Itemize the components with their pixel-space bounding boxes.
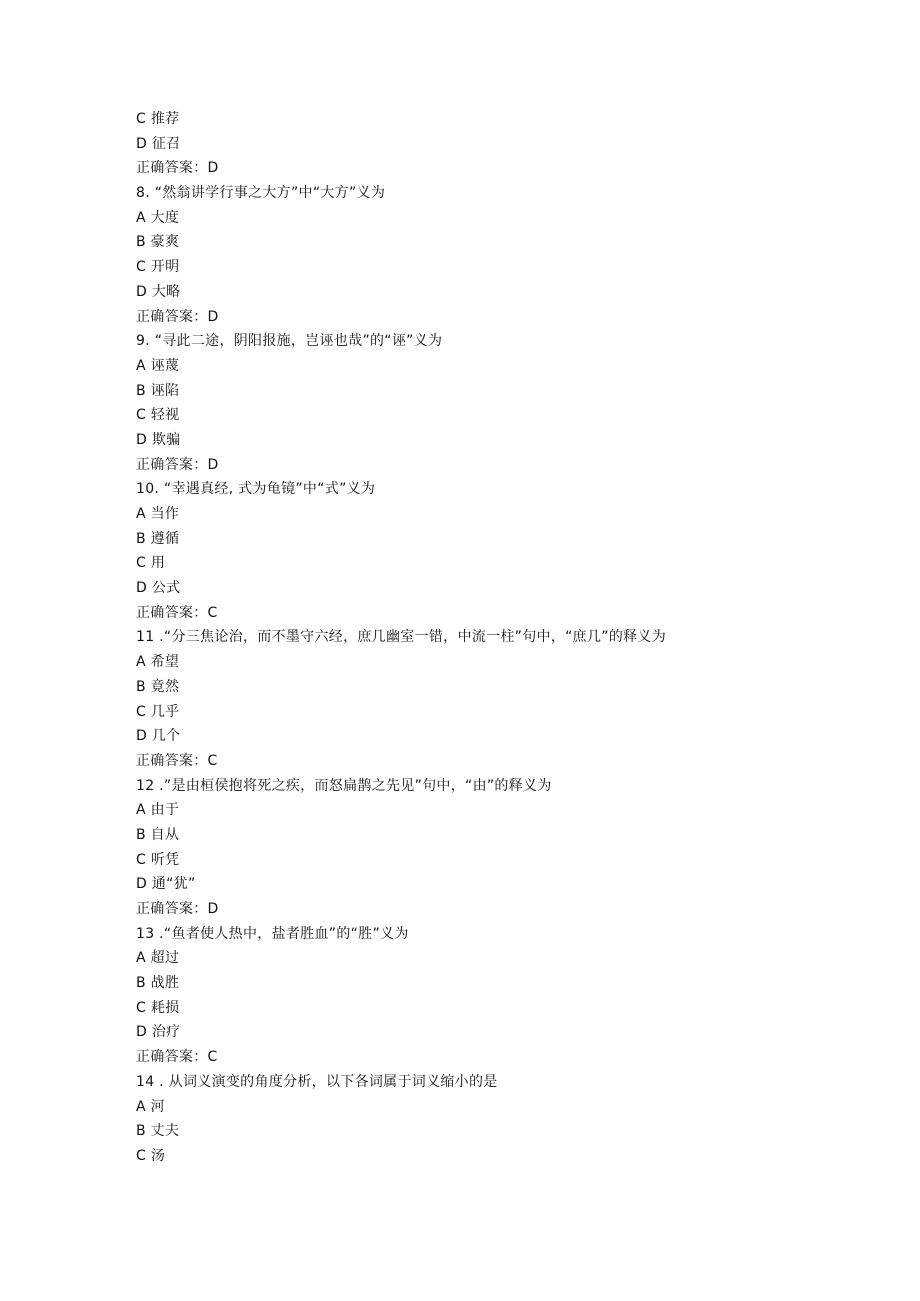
answer-q13: 正确答案：C — [136, 1049, 218, 1066]
answer-q11: 正确答案：C — [136, 752, 218, 769]
answer-q12: 正确答案：D — [136, 901, 219, 917]
question-11: 11 .“分三焦论治，而不墨守六经，庶几幽室一错，中流一柱”句中，“庶几”的释义为 — [136, 629, 667, 646]
option-b-q11: B 竟然 — [136, 678, 180, 695]
question-13: 13 .“鱼者使人热中，盐者胜血”的“胜”义为 — [136, 925, 409, 942]
option-a-q13: A 超过 — [136, 950, 180, 967]
option-d-q13: D 治疗 — [136, 1024, 181, 1041]
option-c-q13: C 耗损 — [136, 999, 180, 1016]
option-c-q10: C 用 — [136, 555, 166, 572]
question-10: 10. “幸遇真经, 式为龟镜”中“式”义为 — [136, 481, 376, 498]
option-d-q7: D 征召 — [136, 135, 181, 152]
option-b-q12: B 自从 — [136, 826, 180, 843]
option-a-q14: A 河 — [136, 1098, 165, 1115]
option-d-q12: D 通“犹” — [136, 876, 196, 893]
option-a-q8: A 大度 — [136, 209, 180, 226]
answer-q8: 正确答案：D — [136, 308, 219, 325]
question-9: 9. “寻此二途，阴阳报施，岂诬也哉”的“诬”义为 — [136, 333, 443, 350]
option-d-q11: D 几个 — [136, 728, 181, 745]
option-b-q14: B 丈夫 — [136, 1123, 180, 1140]
option-b-q13: B 战胜 — [136, 975, 180, 992]
option-c-q7: C 推荐 — [136, 111, 180, 127]
option-d-q10: D 公式 — [136, 580, 181, 597]
option-c-q9: C 轻视 — [136, 407, 180, 424]
option-a-q9: A 诬蔑 — [136, 357, 180, 374]
option-a-q10: A 当作 — [136, 506, 180, 522]
option-c-q8: C 开明 — [136, 259, 180, 276]
option-b-q8: B 豪爽 — [136, 234, 180, 251]
option-c-q12: C 听凭 — [136, 851, 180, 868]
option-d-q8: D 大略 — [136, 283, 181, 300]
answer-q10: 正确答案：C — [136, 604, 218, 621]
option-c-q14: C 汤 — [136, 1147, 166, 1164]
answer-q7: 正确答案：D — [136, 160, 219, 177]
option-a-q12: A 由于 — [136, 802, 180, 819]
option-a-q11: A 希望 — [136, 654, 180, 671]
answer-q9: 正确答案：D — [136, 456, 219, 473]
option-b-q10: B 遵循 — [136, 530, 180, 547]
document-page — [136, 107, 836, 1169]
question-8: 8. “然翁讲学行事之大方”中“大方”义为 — [136, 185, 386, 202]
option-d-q9: D 欺骗 — [136, 431, 181, 448]
question-14: 14 . 从词义演变的角度分析，以下各词属于词义缩小的是 — [136, 1073, 498, 1090]
question-12: 12 .”是由桓侯抱将死之疾，而怒扁鹊之先见”句中，“由”的释义为 — [136, 777, 552, 794]
option-c-q11: C 几乎 — [136, 703, 180, 720]
option-b-q9: B 诬陷 — [136, 382, 180, 399]
